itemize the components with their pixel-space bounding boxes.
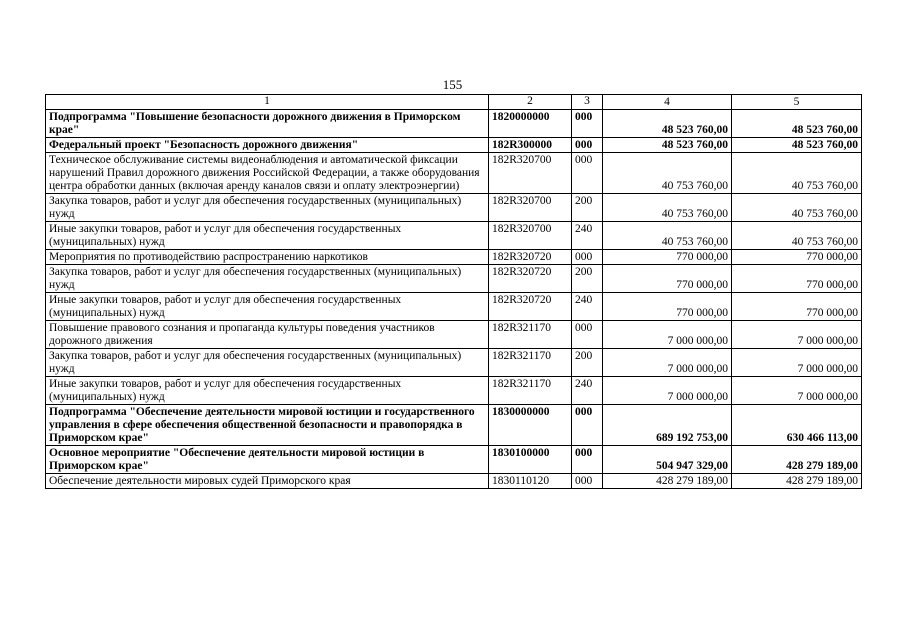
row-code-cell: 182R320700: [489, 222, 572, 250]
row-sum-cell-4: 40 753 760,00: [603, 222, 732, 250]
row-name-cell: Иные закупки товаров, работ и услуг для обеспечения государственных (муниципальных) нужд: [46, 222, 489, 250]
row-type-cell: 000: [572, 138, 603, 153]
row-sum-cell-5: 770 000,00: [732, 250, 862, 265]
table-row: [46, 138, 862, 153]
column-header-1: 1: [46, 95, 489, 110]
row-sum-cell-4: 428 279 189,00: [603, 474, 732, 489]
row-sum-cell-5: 48 523 760,00: [732, 110, 862, 138]
row-sum-cell-4: 7 000 000,00: [603, 349, 732, 377]
row-type-cell: 000: [572, 250, 603, 265]
row-name-cell: Подпрограмма "Обеспечение деятельности мировой юстиции и государственного управления в сфере обеспечения общественной безопасности и правопорядка в Приморском крае": [46, 405, 489, 446]
row-code-cell: 182R300000: [489, 138, 572, 153]
row-name-cell: Федеральный проект "Безопасность дорожного движения": [46, 138, 489, 153]
row-type-cell: 200: [572, 194, 603, 222]
row-sum-cell-5: 7 000 000,00: [732, 321, 862, 349]
table-row: [46, 250, 862, 265]
table-row: [46, 153, 862, 194]
column-header-3: 3: [572, 95, 603, 110]
table-row: [46, 194, 862, 222]
row-sum-cell-4: 689 192 753,00: [603, 405, 732, 446]
row-type-cell: 000: [572, 321, 603, 349]
column-header-5: 5: [732, 95, 862, 110]
row-code-cell: 182R320700: [489, 194, 572, 222]
row-name-cell: Иные закупки товаров, работ и услуг для обеспечения государственных (муниципальных) нужд: [46, 377, 489, 405]
row-code-cell: 182R321170: [489, 321, 572, 349]
row-sum-cell-4: 504 947 329,00: [603, 446, 732, 474]
row-name-cell: Иные закупки товаров, работ и услуг для обеспечения государственных (муниципальных) нужд: [46, 293, 489, 321]
row-sum-cell-5: 770 000,00: [732, 265, 862, 293]
row-name-cell: Закупка товаров, работ и услуг для обеспечения государственных (муниципальных) нужд: [46, 349, 489, 377]
row-sum-cell-4: 7 000 000,00: [603, 377, 732, 405]
row-sum-cell-5: 48 523 760,00: [732, 138, 862, 153]
row-type-cell: 240: [572, 293, 603, 321]
row-type-cell: 200: [572, 265, 603, 293]
row-name-cell: Техническое обслуживание системы видеонаблюдения и автоматической фиксации нарушений Правил дорожного движения Российской Федерации, а также оборудования центра обработки данных (включая аренду каналов связи и оплату электроэнергии): [46, 153, 489, 194]
row-code-cell: 182R320720: [489, 250, 572, 265]
row-sum-cell-5: 428 279 189,00: [732, 446, 862, 474]
table-header-row: [46, 95, 862, 110]
row-sum-cell-5: 40 753 760,00: [732, 153, 862, 194]
row-code-cell: 182R320720: [489, 293, 572, 321]
table-row: [46, 222, 862, 250]
row-sum-cell-4: 770 000,00: [603, 265, 732, 293]
row-code-cell: 182R321170: [489, 377, 572, 405]
row-type-cell: 000: [572, 474, 603, 489]
row-sum-cell-5: 40 753 760,00: [732, 222, 862, 250]
row-sum-cell-5: 630 466 113,00: [732, 405, 862, 446]
row-name-cell: Основное мероприятие "Обеспечение деятельности мировой юстиции в Приморском крае": [46, 446, 489, 474]
table-row: [46, 110, 862, 138]
row-name-cell: Закупка товаров, работ и услуг для обеспечения государственных (муниципальных) нужд: [46, 265, 489, 293]
row-sum-cell-5: 7 000 000,00: [732, 377, 862, 405]
table-row: [46, 377, 862, 405]
row-sum-cell-5: 770 000,00: [732, 293, 862, 321]
row-sum-cell-4: 40 753 760,00: [603, 194, 732, 222]
row-code-cell: 1830110120: [489, 474, 572, 489]
row-type-cell: 240: [572, 222, 603, 250]
row-sum-cell-5: 40 753 760,00: [732, 194, 862, 222]
row-code-cell: 1830100000: [489, 446, 572, 474]
row-code-cell: 182R321170: [489, 349, 572, 377]
row-name-cell: Подпрограмма "Повышение безопасности дорожного движения в Приморском крае": [46, 110, 489, 138]
page-number: 155: [442, 77, 463, 92]
row-type-cell: 000: [572, 153, 603, 194]
table-row: [46, 265, 862, 293]
table-row: [46, 293, 862, 321]
row-sum-cell-4: 48 523 760,00: [603, 138, 732, 153]
row-code-cell: 1820000000: [489, 110, 572, 138]
table-row: [46, 405, 862, 446]
row-type-cell: 000: [572, 446, 603, 474]
row-code-cell: 182R320720: [489, 265, 572, 293]
row-type-cell: 200: [572, 349, 603, 377]
row-name-cell: Закупка товаров, работ и услуг для обеспечения государственных (муниципальных) нужд: [46, 194, 489, 222]
row-sum-cell-4: 7 000 000,00: [603, 321, 732, 349]
row-code-cell: 1830000000: [489, 405, 572, 446]
table-row: [46, 446, 862, 474]
table-row: [46, 321, 862, 349]
row-type-cell: 000: [572, 405, 603, 446]
row-sum-cell-4: 40 753 760,00: [603, 153, 732, 194]
row-name-cell: Повышение правового сознания и пропаганда культуры поведения участников дорожного движения: [46, 321, 489, 349]
row-type-cell: 000: [572, 110, 603, 138]
row-code-cell: 182R320700: [489, 153, 572, 194]
row-name-cell: Мероприятия по противодействию распространению наркотиков: [46, 250, 489, 265]
table-row: [46, 349, 862, 377]
row-sum-cell-5: 428 279 189,00: [732, 474, 862, 489]
column-header-2: 2: [489, 95, 572, 110]
row-sum-cell-4: 770 000,00: [603, 250, 732, 265]
row-sum-cell-4: 48 523 760,00: [603, 110, 732, 138]
row-sum-cell-5: 7 000 000,00: [732, 349, 862, 377]
table-row: [46, 474, 862, 489]
row-sum-cell-4: 770 000,00: [603, 293, 732, 321]
column-header-4: 4: [603, 95, 732, 110]
budget-table: [45, 94, 862, 489]
row-name-cell: Обеспечение деятельности мировых судей Приморского края: [46, 474, 489, 489]
row-type-cell: 240: [572, 377, 603, 405]
